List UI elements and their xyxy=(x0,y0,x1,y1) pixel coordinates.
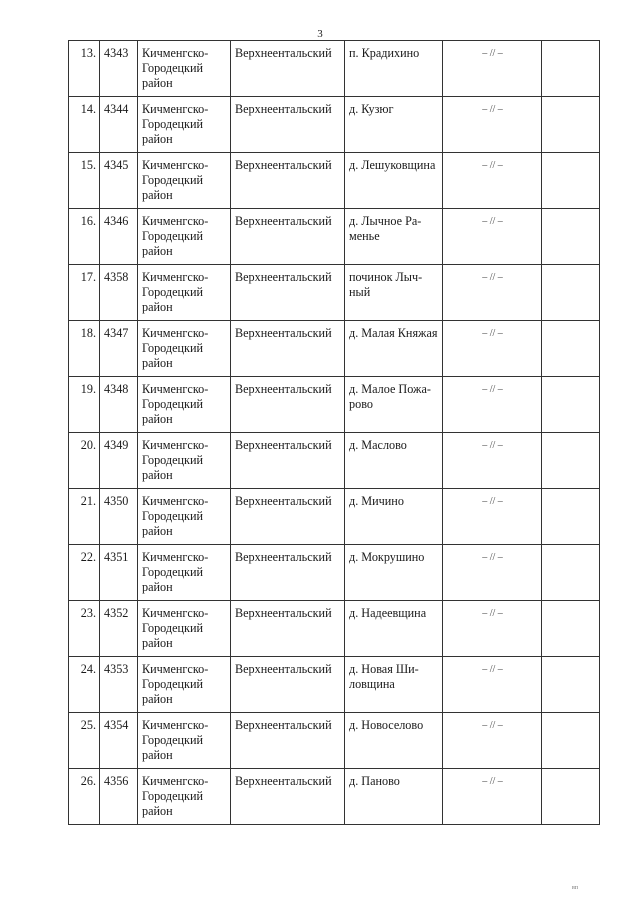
object-code: 4356 xyxy=(100,769,138,825)
ditto-mark: – // – xyxy=(443,209,542,265)
settlement-name: Верхнеентальский xyxy=(231,601,345,657)
registry-table xyxy=(68,40,600,825)
extra-cell xyxy=(542,769,600,825)
extra-cell xyxy=(542,209,600,265)
object-code: 4348 xyxy=(100,377,138,433)
row-number: 15. xyxy=(69,153,100,209)
settlement-name: Верхнеентальский xyxy=(231,209,345,265)
object-code: 4354 xyxy=(100,713,138,769)
object-code: 4349 xyxy=(100,433,138,489)
table-row xyxy=(69,433,600,489)
district-name: Кичменгско-Городецкий район xyxy=(138,265,231,321)
locality-name: д. Малая Княжая xyxy=(345,321,443,377)
row-number: 14. xyxy=(69,97,100,153)
extra-cell xyxy=(542,265,600,321)
extra-cell xyxy=(542,321,600,377)
table-row xyxy=(69,97,600,153)
district-name: Кичменгско-Городецкий район xyxy=(138,489,231,545)
object-code: 4352 xyxy=(100,601,138,657)
object-code: 4347 xyxy=(100,321,138,377)
settlement-name: Верхнеентальский xyxy=(231,377,345,433)
ditto-mark: – // – xyxy=(443,97,542,153)
table-row xyxy=(69,265,600,321)
table-row xyxy=(69,41,600,97)
table-row xyxy=(69,657,600,713)
locality-name: д. Лычное Раменье xyxy=(345,209,443,265)
ditto-mark: – // – xyxy=(443,433,542,489)
settlement-name: Верхнеентальский xyxy=(231,713,345,769)
district-name: Кичменгско-Городецкий район xyxy=(138,321,231,377)
locality-name: д. Новоселово xyxy=(345,713,443,769)
table-row xyxy=(69,601,600,657)
district-name: Кичменгско-Городецкий район xyxy=(138,41,231,97)
locality-name: д. Маслово xyxy=(345,433,443,489)
ditto-mark: – // – xyxy=(443,153,542,209)
extra-cell xyxy=(542,657,600,713)
extra-cell xyxy=(542,713,600,769)
table-row xyxy=(69,713,600,769)
row-number: 17. xyxy=(69,265,100,321)
extra-cell xyxy=(542,601,600,657)
district-name: Кичменгско-Городецкий район xyxy=(138,153,231,209)
locality-name: д. Малое Пожарово xyxy=(345,377,443,433)
settlement-name: Верхнеентальский xyxy=(231,41,345,97)
table-row xyxy=(69,153,600,209)
locality-name: д. Кузюг xyxy=(345,97,443,153)
district-name: Кичменгско-Городецкий район xyxy=(138,209,231,265)
row-number: 18. xyxy=(69,321,100,377)
object-code: 4351 xyxy=(100,545,138,601)
settlement-name: Верхнеентальский xyxy=(231,769,345,825)
row-number: 21. xyxy=(69,489,100,545)
locality-name: д. Надеевщина xyxy=(345,601,443,657)
table-row xyxy=(69,209,600,265)
object-code: 4345 xyxy=(100,153,138,209)
extra-cell xyxy=(542,153,600,209)
table-row xyxy=(69,321,600,377)
district-name: Кичменгско-Городецкий район xyxy=(138,545,231,601)
ditto-mark: – // – xyxy=(443,601,542,657)
object-code: 4350 xyxy=(100,489,138,545)
locality-name: д. Мичино xyxy=(345,489,443,545)
extra-cell xyxy=(542,377,600,433)
district-name: Кичменгско-Городецкий район xyxy=(138,713,231,769)
settlement-name: Верхнеентальский xyxy=(231,321,345,377)
settlement-name: Верхнеентальский xyxy=(231,489,345,545)
extra-cell xyxy=(542,433,600,489)
settlement-name: Верхнеентальский xyxy=(231,657,345,713)
district-name: Кичменгско-Городецкий район xyxy=(138,769,231,825)
locality-name: д. Новая Шиловщина xyxy=(345,657,443,713)
object-code: 4358 xyxy=(100,265,138,321)
district-name: Кичменгско-Городецкий район xyxy=(138,601,231,657)
table-row xyxy=(69,769,600,825)
settlement-name: Верхнеентальский xyxy=(231,97,345,153)
locality-name: д. Паново xyxy=(345,769,443,825)
settlement-name: Верхнеентальский xyxy=(231,265,345,321)
row-number: 26. xyxy=(69,769,100,825)
row-number: 22. xyxy=(69,545,100,601)
district-name: Кичменгско-Городецкий район xyxy=(138,433,231,489)
district-name: Кичменгско-Городецкий район xyxy=(138,657,231,713)
extra-cell xyxy=(542,97,600,153)
row-number: 25. xyxy=(69,713,100,769)
row-number: 23. xyxy=(69,601,100,657)
row-number: 20. xyxy=(69,433,100,489)
ditto-mark: – // – xyxy=(443,321,542,377)
locality-name: починок Лычный xyxy=(345,265,443,321)
row-number: 24. xyxy=(69,657,100,713)
district-name: Кичменгско-Городецкий район xyxy=(138,97,231,153)
ditto-mark: – // – xyxy=(443,657,542,713)
extra-cell xyxy=(542,489,600,545)
settlement-name: Верхнеентальский xyxy=(231,153,345,209)
object-code: 4344 xyxy=(100,97,138,153)
locality-name: д. Мокрушино xyxy=(345,545,443,601)
ditto-mark: – // – xyxy=(443,545,542,601)
registry-body xyxy=(69,41,600,825)
district-name: Кичменгско-Городецкий район xyxy=(138,377,231,433)
extra-cell xyxy=(542,545,600,601)
ditto-mark: – // – xyxy=(443,265,542,321)
object-code: 4343 xyxy=(100,41,138,97)
table-row xyxy=(69,545,600,601)
settlement-name: Верхнеентальский xyxy=(231,433,345,489)
corner-mark: вп xyxy=(571,885,578,891)
row-number: 13. xyxy=(69,41,100,97)
ditto-mark: – // – xyxy=(443,769,542,825)
ditto-mark: – // – xyxy=(443,41,542,97)
settlement-name: Верхнеентальский xyxy=(231,545,345,601)
extra-cell xyxy=(542,41,600,97)
table-row xyxy=(69,377,600,433)
page-number: 3 xyxy=(317,28,323,40)
row-number: 19. xyxy=(69,377,100,433)
table-row xyxy=(69,489,600,545)
locality-name: д. Лешуковщина xyxy=(345,153,443,209)
ditto-mark: – // – xyxy=(443,713,542,769)
object-code: 4353 xyxy=(100,657,138,713)
object-code: 4346 xyxy=(100,209,138,265)
row-number: 16. xyxy=(69,209,100,265)
locality-name: п. Крадихино xyxy=(345,41,443,97)
ditto-mark: – // – xyxy=(443,489,542,545)
ditto-mark: – // – xyxy=(443,377,542,433)
